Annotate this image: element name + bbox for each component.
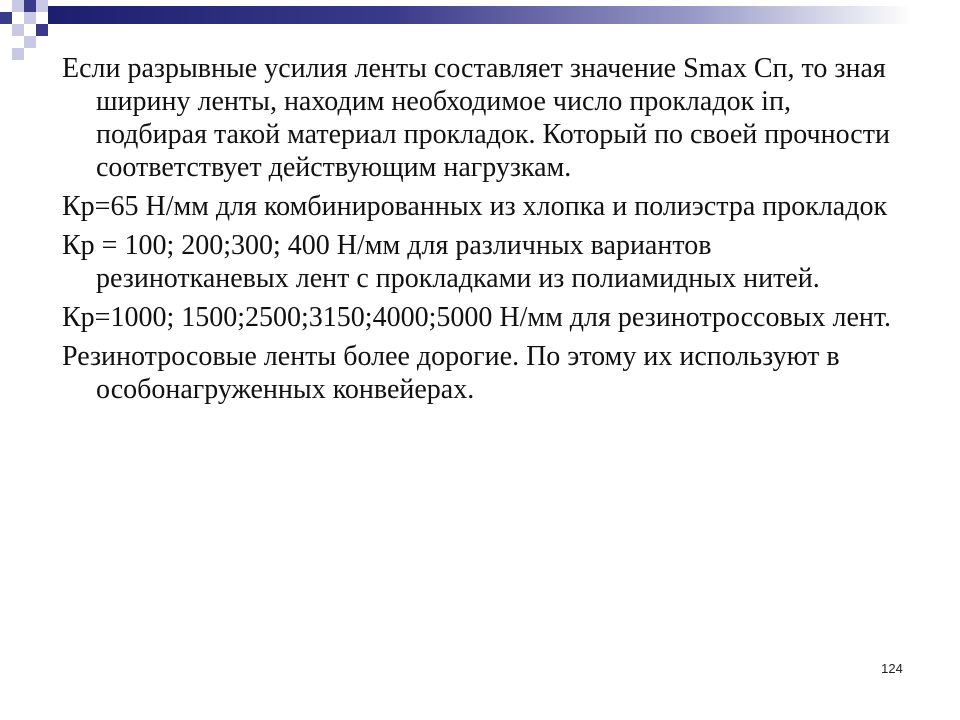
page-number: 124 (881, 661, 903, 676)
deco-square (12, 48, 24, 60)
header-gradient-bar (48, 6, 912, 24)
deco-square (0, 12, 12, 24)
deco-square (36, 24, 48, 36)
paragraph-4: Кр=1000; 1500;2500;3150;4000;5000 Н/мм для резинотроссовых лент. (62, 302, 892, 333)
deco-square (24, 0, 36, 12)
deco-square (24, 12, 36, 24)
paragraph-1: Если разрывные усилия ленты составляет значение Smax Сп, то зная ширину ленты, находим необходимое число прокладок iп, подбирая такой материал прокладок. Который по своей прочности соответствует действующим нагрузкам. (62, 53, 890, 183)
deco-square (12, 24, 24, 36)
paragraph-3: Кр = 100; 200;300; 400 Н/мм для различных вариантов резинотканевых лент с прокладками из полиамидных нитей. (62, 230, 820, 294)
deco-square (36, 0, 48, 12)
paragraph-2: Кр=65 Н/мм для комбинированных из хлопка и полиэстра прокладок (62, 191, 888, 222)
paragraph-5: Резинотросовые ленты более дорогие. По этому их используют в особонагруженных конвейерах. (62, 341, 840, 405)
deco-square (24, 36, 36, 48)
deco-square (12, 0, 24, 12)
slide-body (62, 52, 902, 412)
